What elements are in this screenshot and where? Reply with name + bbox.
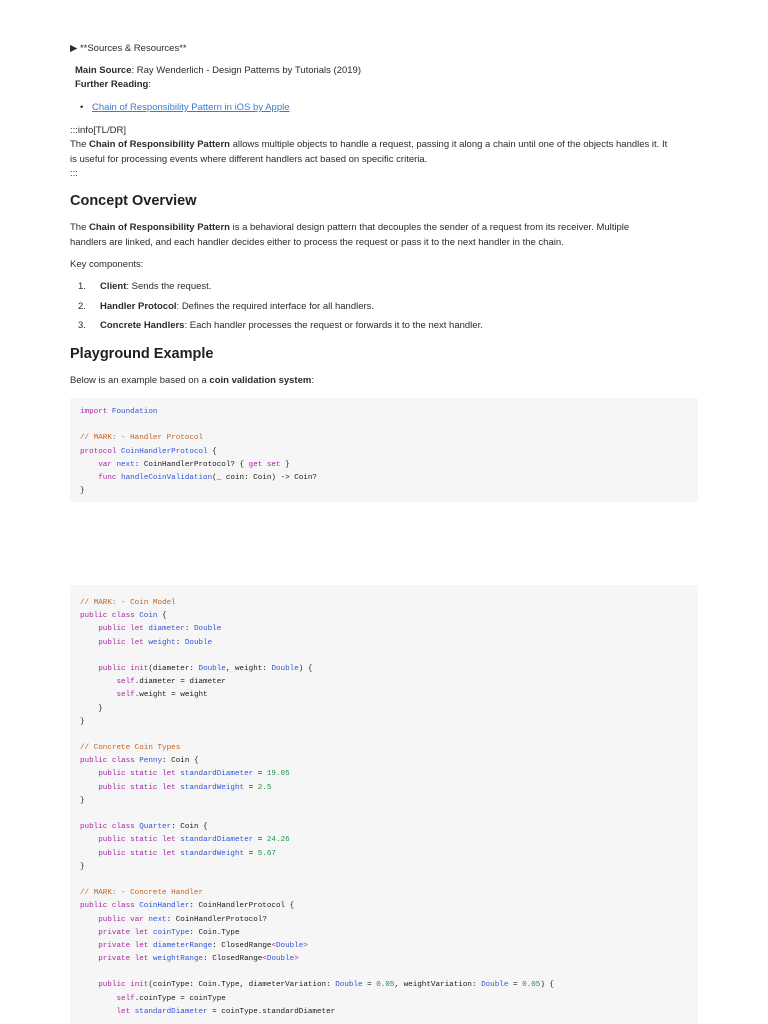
bullet: • [80, 102, 84, 113]
code-token: = [253, 770, 267, 779]
code-token: public static let [98, 770, 176, 779]
intro-bold: coin validation system [209, 375, 312, 386]
code-line [80, 940, 554, 953]
code-token: // MARK: - Concrete Handler [80, 889, 204, 898]
code-token: public var [98, 915, 144, 924]
intro-pre: Below is an example based on a [70, 375, 210, 386]
code-token: // MARK: - Handler Protocol [80, 434, 204, 443]
code-token [80, 955, 98, 963]
code-token: Double [266, 955, 295, 964]
code-token: : CoinHandlerProtocol? { [134, 460, 249, 469]
code-line [80, 472, 317, 485]
code-line [80, 755, 554, 768]
code-token: = [362, 981, 377, 990]
info-close: ::: [70, 168, 78, 179]
code-token: next [116, 460, 135, 469]
code-line [80, 676, 554, 689]
code-token: self [116, 691, 135, 700]
code-token: { [207, 447, 217, 456]
further-reading-colon: : [148, 79, 152, 90]
code-line [80, 597, 554, 610]
code-block-handlers [70, 585, 698, 1024]
code-token: handleCoinValidation [121, 473, 213, 482]
intro-post: : [311, 375, 314, 386]
code-line [80, 637, 554, 650]
code-token: Quarter [139, 823, 172, 832]
info-text-line-2: is useful for processing events where different handlers act based on specific criteria. [70, 154, 428, 165]
code-token: public static let [98, 849, 176, 858]
code-token: = [253, 836, 267, 845]
code-line [80, 808, 554, 821]
code-token: Penny [139, 757, 163, 766]
code-block-protocol [70, 398, 698, 502]
code-line [80, 914, 554, 927]
code-line [80, 768, 554, 781]
code-token: self [116, 994, 135, 1003]
concept-paragraph-line-1 [70, 221, 710, 236]
list-number: 3. [78, 320, 86, 331]
code-token: .coinType = coinType [134, 994, 226, 1003]
code-token: : [184, 625, 194, 634]
code-line [80, 729, 554, 742]
concept-heading: Concept Overview [70, 193, 197, 209]
code-token: = [244, 849, 258, 858]
info-rest-1: allows multiple objects to handle a request, passing it along a chain until one of the objects handles it. It [229, 139, 668, 150]
code-token: : Coin.Type [189, 928, 240, 937]
code-token: 0.05 [522, 981, 541, 990]
code-token: public class [80, 902, 135, 911]
code-line [80, 432, 317, 445]
code-line [80, 446, 317, 459]
code-token [80, 850, 98, 858]
code-line [80, 703, 554, 716]
code-token: } [80, 487, 85, 496]
code-line [80, 782, 554, 795]
sources-toggle[interactable] [70, 42, 187, 57]
code-token: import [80, 408, 108, 416]
code-token: CoinHandler [139, 902, 190, 911]
code-line [80, 419, 317, 432]
code-token: < [262, 955, 267, 964]
code-token [80, 474, 98, 482]
code-token [80, 770, 98, 778]
code-token: : CoinHandlerProtocol { [189, 902, 295, 911]
code-token: standardWeight [180, 783, 245, 792]
code-line [80, 874, 554, 887]
code-token: ) { [540, 981, 554, 990]
code-token: .diameter = diameter [134, 678, 226, 687]
code-token: } [280, 460, 290, 469]
code-token [80, 942, 98, 950]
code-token: Double [184, 638, 213, 647]
further-reading-label: Further Reading [75, 79, 149, 90]
code-token: 24.26 [266, 836, 290, 845]
code-token [80, 784, 98, 792]
list-text: : Each handler processes the request or forwards it to the next handler. [184, 320, 483, 331]
code-token: private let [98, 955, 149, 964]
code-token: } [80, 796, 85, 805]
code-token: func [98, 473, 117, 482]
code-token: : Coin { [162, 757, 199, 766]
main-source-label: Main Source [75, 65, 132, 76]
playground-heading: Playground Example [70, 346, 214, 362]
code-token: // MARK: - Coin Model [80, 599, 176, 607]
code-token: ) { [298, 664, 313, 673]
list-text: : Defines the required interface for all handlers. [176, 301, 375, 312]
code-line [80, 927, 554, 940]
code-token: = [244, 783, 258, 792]
code-token: Double [271, 664, 299, 673]
list-number: 1. [78, 281, 86, 292]
code-token [80, 1008, 116, 1016]
code-token: // Concrete Coin Types [80, 744, 181, 753]
info-open: :::info[TL/DR] [70, 125, 126, 136]
code-token [80, 995, 116, 1003]
code-token: public init [98, 981, 149, 990]
code-token: var [98, 460, 112, 469]
code-token: protocol [80, 447, 117, 456]
code-token: (_ coin: Coin) -> Coin? [212, 473, 317, 482]
code-token: : ClosedRange [203, 955, 263, 964]
code-token: standardWeight [180, 849, 245, 858]
code-token: (diameter: [148, 664, 199, 673]
code-token: weight [148, 638, 176, 647]
code-line [80, 610, 554, 623]
code-line [80, 966, 554, 979]
code-token: Foundation [111, 408, 158, 416]
code-token: self [116, 678, 135, 687]
code-token: Double [193, 625, 222, 634]
code-line [80, 742, 554, 755]
apple-link[interactable]: Chain of Responsibility Pattern in iOS by Apple [92, 102, 290, 113]
code-line [80, 689, 554, 702]
code-token: : [175, 638, 185, 647]
code-token: weightRange [152, 955, 204, 964]
further-reading-item [80, 101, 290, 116]
code-token: > [294, 955, 299, 964]
main-source-line [75, 64, 361, 79]
list-label: Handler Protocol [100, 301, 177, 312]
code-token: : CoinHandlerProtocol? [166, 915, 267, 924]
info-bold: Chain of Responsibility Pattern [89, 139, 230, 150]
code-token: , weight: [225, 664, 272, 673]
code-line [80, 900, 554, 913]
code-token: next [148, 915, 167, 924]
code-token: CoinHandlerProtocol [121, 447, 208, 456]
code-token: get set [248, 460, 281, 469]
code-token [80, 929, 98, 937]
code-token: Double [276, 941, 304, 950]
code-token [80, 625, 98, 633]
code-token: Double [198, 664, 226, 673]
code-token [80, 665, 98, 673]
code-line [80, 795, 554, 808]
code-token: (coinType: Coin.Type, diameterVariation: [148, 981, 336, 990]
main-source-value: : Ray Wenderlich - Design Patterns by Tutorials (2019) [131, 65, 362, 76]
list-number: 2. [78, 301, 86, 312]
code-lines [80, 597, 554, 1019]
list-label: Client [100, 281, 127, 292]
code-token: : ClosedRange [212, 941, 272, 950]
code-token: = [508, 981, 523, 990]
code-line [80, 979, 554, 992]
code-line [80, 834, 554, 847]
code-token: private let [98, 928, 149, 937]
code-token [80, 678, 116, 686]
code-line [80, 953, 554, 966]
code-token: Double [481, 981, 509, 990]
code-token: public class [80, 612, 135, 621]
code-token: diameterRange [152, 941, 213, 950]
info-text-line-1 [70, 138, 710, 153]
code-token: coinType [152, 928, 190, 937]
code-token: standardDiameter [180, 770, 254, 779]
code-line [80, 861, 554, 874]
code-token: public let [98, 625, 144, 634]
code-line [80, 663, 554, 676]
code-token: standardDiameter [180, 836, 254, 845]
code-token [80, 916, 98, 924]
code-token: public static let [98, 836, 176, 845]
concept-bold: Chain of Responsibility Pattern [89, 222, 230, 233]
further-reading-line [75, 78, 151, 93]
code-token [80, 461, 98, 469]
code-token: standardDiameter [134, 1007, 208, 1016]
list-item-handler-protocol [78, 300, 374, 315]
code-token: Double [335, 981, 363, 990]
code-token: public static let [98, 783, 176, 792]
code-token: public class [80, 823, 135, 832]
code-token: { [157, 612, 167, 621]
code-token: , weightVariation: [394, 981, 482, 990]
code-line [80, 887, 554, 900]
playground-intro [70, 374, 314, 389]
code-token: : Coin { [171, 823, 208, 832]
list-item-client [78, 280, 211, 295]
list-item-concrete-handlers [78, 319, 483, 334]
code-line [80, 993, 554, 1006]
code-token: < [271, 941, 276, 950]
sources-toggle-label: ▶ **Sources & Resources** [70, 43, 187, 54]
code-token: public let [98, 638, 144, 647]
code-line [80, 1006, 554, 1019]
code-token: = coinType.standardDiameter [207, 1007, 336, 1016]
code-token: Coin [139, 612, 158, 621]
code-line [80, 485, 317, 498]
code-token [80, 981, 98, 989]
code-line [80, 650, 554, 663]
code-token [80, 691, 116, 699]
code-token [80, 639, 98, 647]
code-line [80, 848, 554, 861]
concept-rest-1: is a behavioral design pattern that decouples the sender of a request from its receiver. Multiple [229, 222, 630, 233]
code-token: 2.5 [257, 783, 272, 792]
code-lines [80, 406, 317, 498]
code-token: private let [98, 941, 149, 950]
code-line [80, 716, 554, 729]
code-line [80, 821, 554, 834]
code-token: 5.67 [257, 849, 276, 858]
code-line [80, 459, 317, 472]
list-label: Concrete Handlers [100, 320, 185, 331]
concept-paragraph-line-2: handlers are linked, and each handler decides either to process the request or pass it to the next handler in the chain. [70, 237, 564, 248]
list-text: : Sends the request. [126, 281, 212, 292]
code-token: .weight = weight [134, 691, 208, 700]
code-token: 0.05 [376, 981, 395, 990]
code-token [80, 836, 98, 844]
code-token: public class [80, 757, 135, 766]
code-token: } [80, 717, 85, 726]
concept-the: The [70, 222, 90, 233]
code-token: } [80, 862, 85, 871]
key-components-label: Key components: [70, 259, 144, 270]
code-line [80, 623, 554, 636]
code-token: 19.05 [266, 770, 290, 779]
code-token: > [303, 941, 308, 950]
code-token: public init [98, 664, 149, 673]
code-token: } [80, 704, 103, 713]
code-token: let [116, 1007, 131, 1016]
code-token: diameter [148, 625, 185, 634]
info-the: The [70, 139, 90, 150]
code-line [80, 406, 317, 419]
